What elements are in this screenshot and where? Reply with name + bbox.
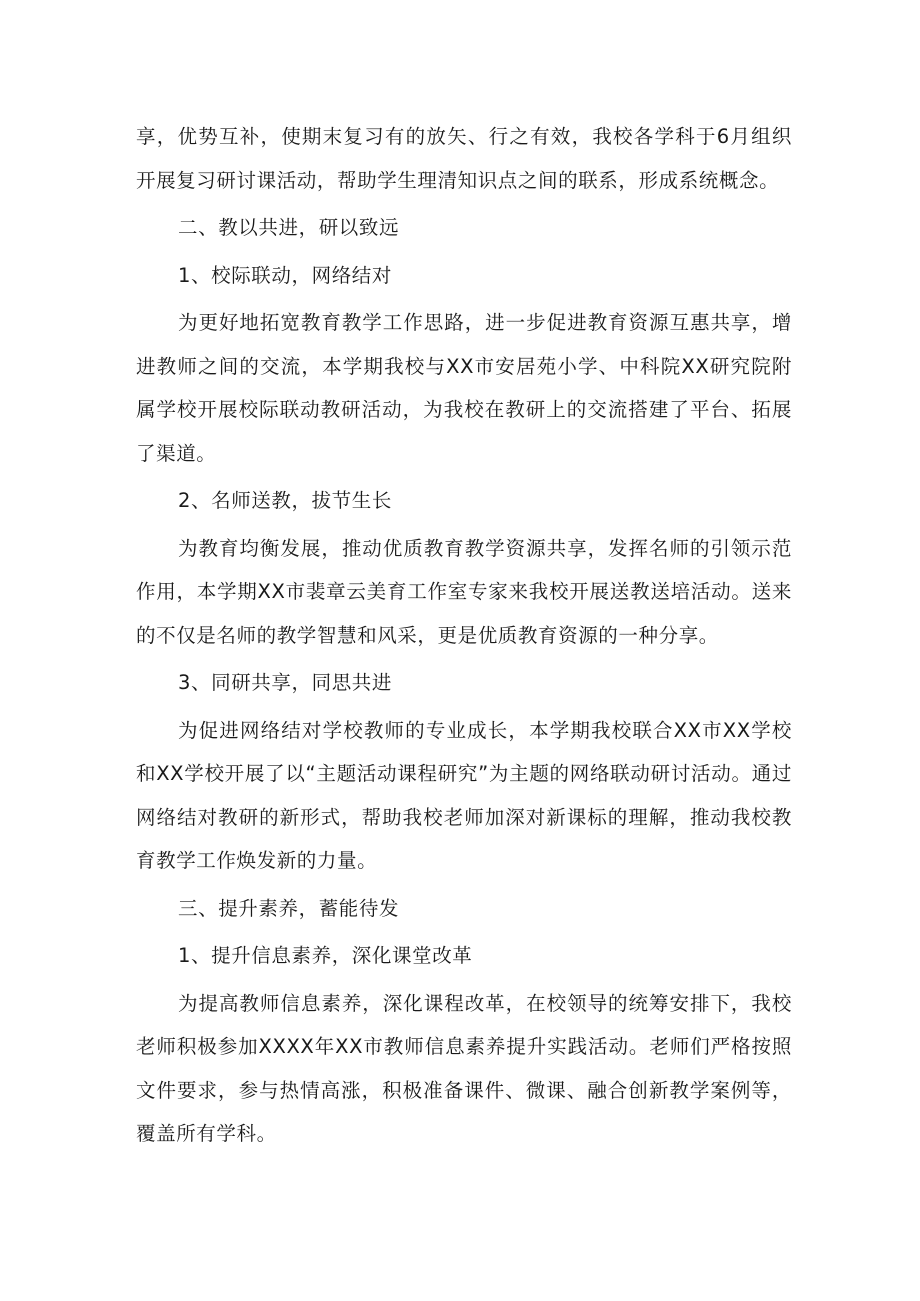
document-page bbox=[136, 115, 792, 1156]
paragraph-3-1: 为提高教师信息素养，深化课程改革，在校领导的统筹安排下，我校老师积极参加XXXX年XX市教师信息素养提升实践活动。老师们严格按照文件要求，参与热情高涨，积极准备课件、微课、融合创新教学案例等，覆盖所有学科。 bbox=[136, 991, 792, 1145]
subsection-heading-3-1: 1、提升信息素养，深化课堂改革 bbox=[178, 944, 473, 967]
subsection-heading-2-2: 2、名师送教，拔节生长 bbox=[178, 489, 393, 512]
subsection-heading-2-3: 3、同研共享，同思共进 bbox=[178, 671, 393, 694]
paragraph-intro: 享，优势互补，使期末复习有的放矢、行之有效，我校各学科于6月组织开展复习研讨课活动，帮助学生理清知识点之间的联系，形成系统概念。 bbox=[136, 125, 792, 192]
subsection-heading-2-1: 1、校际联动，网络结对 bbox=[178, 263, 393, 287]
paragraph-2-3: 为促进网络结对学校教师的专业成长，本学期我校联合XX市XX学校和XX学校开展了以“主题活动课程研究”为主题的网络联动研讨活动。通过网络结对教研的新形式，帮助我校老师加深对新课标的理解，推动我校教育教学工作焕发新的力量。 bbox=[136, 718, 792, 872]
section-heading-2: 二、教以共进，研以致远 bbox=[178, 216, 400, 239]
paragraph-2-1: 为更好地拓宽教育教学工作思路，进一步促进教育资源互惠共享，增进教师之间的交流，本学期我校与XX市安居苑小学、中科院XX研究院附属学校开展校际联动教研活动，为我校在教研上的交流搭建了平台、拓展了渠道。 bbox=[136, 311, 792, 465]
section-heading-3: 三、提升素养，蓄能待发 bbox=[178, 896, 400, 920]
paragraph-2-2: 为教育均衡发展，推动优质教育教学资源共享，发挥名师的引领示范作用，本学期XX市裴章云美育工作室专家来我校开展送教送培活动。送来的不仅是名师的教学智慧和风采，更是优质教育资源的一种分享。 bbox=[136, 536, 792, 647]
